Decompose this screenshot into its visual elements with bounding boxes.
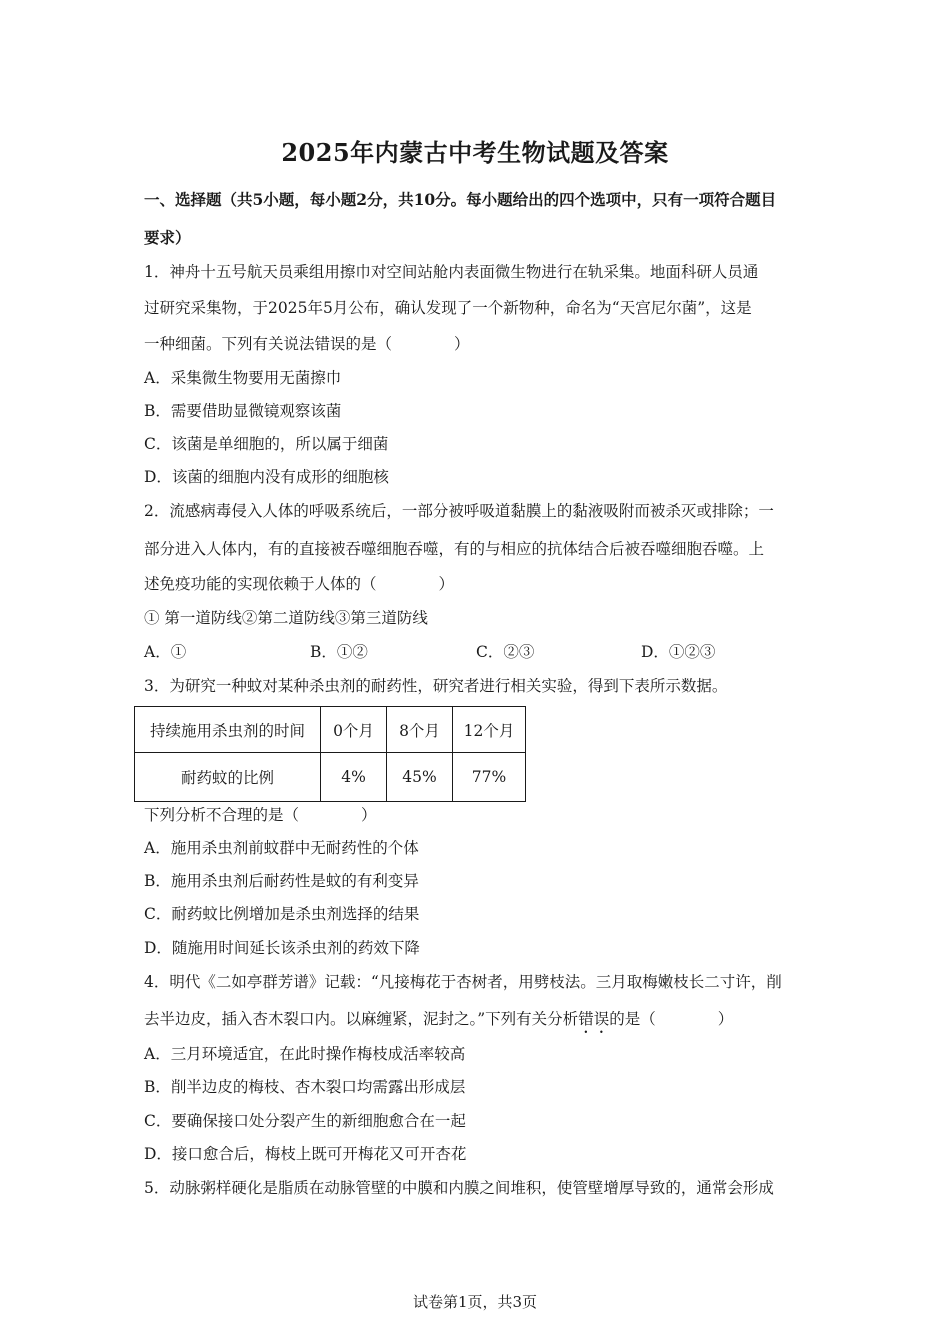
q4-option-c: C．要确保接口处分裂产生的新细胞愈合在一起 <box>144 1112 466 1130</box>
q3-question: 下列分析不合理的是（ ） <box>144 806 377 824</box>
q4-option-a: A．三月环境适宜，在此时操作梅枝成活率较高 <box>144 1045 466 1063</box>
q3-option-d: D．随施用时间延长该杀虫剂的药效下降 <box>144 939 420 957</box>
q4-stem-line2 <box>144 1009 814 1037</box>
q1-option-b: B．需要借助显微镜观察该菌 <box>144 402 342 420</box>
q4-option-d: D．接口愈合后，梅枝上既可开梅花又可开杏花 <box>144 1145 467 1163</box>
table-cell: 45% <box>387 753 453 802</box>
data-table <box>134 706 526 802</box>
q3-option-b: B．施用杀虫剂后耐药性是蚊的有利变异 <box>144 872 419 890</box>
q1-stem-line1: 1．神舟十五号航天员乘组用擦巾对空间站舱内表面微生物进行在轨采集。地面科研人员通 <box>144 263 759 281</box>
q4-stem-line2-post: 的是（ ） <box>609 1010 734 1028</box>
q1-option-c: C．该菌是单细胞的，所以属于细菌 <box>144 435 389 453</box>
q2-stem-line2: 部分进入人体内，有的直接被吞噬细胞吞噬，有的与相应的抗体结合后被吞噬细胞吞噬。上 <box>144 540 765 558</box>
table-header-cell: 0个月 <box>321 707 387 753</box>
table-header-cell: 8个月 <box>387 707 453 753</box>
table-row <box>135 707 526 753</box>
q4-option-b: B．削半边皮的梅枝、杏木裂口均需露出形成层 <box>144 1078 466 1096</box>
q1-stem-line3: 一种细菌。下列有关说法错误的是（ ） <box>144 335 470 353</box>
q2-option-b: B．①② <box>310 643 368 661</box>
q2-option-a: A．① <box>144 643 187 661</box>
q3-option-c: C．耐药蚊比例增加是杀虫剂选择的结果 <box>144 905 420 923</box>
section-heading-line2: 要求） <box>144 228 191 247</box>
section-heading-line1: 一、选择题（共5小题，每小题2分，共10分。每小题给出的四个选项中，只有一项符合题目 <box>144 190 777 209</box>
q4-emphasis-word: 错误 <box>578 1010 610 1028</box>
q2-statement: ① 第一道防线②第二道防线③第三道防线 <box>144 609 428 627</box>
table-header-cell: 持续施用杀虫剂的时间 <box>135 707 321 753</box>
table-cell: 耐药蚊的比例 <box>135 753 321 802</box>
q3-option-a: A．施用杀虫剂前蚊群中无耐药性的个体 <box>144 839 419 857</box>
q1-option-d: D．该菌的细胞内没有成形的细胞核 <box>144 468 389 486</box>
q1-option-a: A．采集微生物要用无菌擦巾 <box>144 369 342 387</box>
q2-option-d: D．①②③ <box>641 643 716 661</box>
page-footer: 试卷第1页，共3页 <box>412 1293 538 1311</box>
q3-stem: 3．为研究一种蚊对某种杀虫剂的耐药性，研究者进行相关实验，得到下表所示数据。 <box>144 677 728 695</box>
q4-stem-line1: 4．明代《二如亭群芳谱》记载：“凡接梅花于杏树者，用劈枝法。三月取梅嫩枝长二寸许，削 <box>144 973 782 991</box>
q2-option-c: C．②③ <box>476 643 535 661</box>
q5-stem-line1: 5．动脉粥样硬化是脂质在动脉管壁的中膜和内膜之间堆积，使管壁增厚导致的，通常会形成 <box>144 1179 774 1197</box>
q1-stem-line2: 过研究采集物，于2025年5月公布，确认发现了一个新物种，命名为“天宫尼尔菌”，这是 <box>144 299 752 317</box>
q2-stem-line3: 述免疫功能的实现依赖于人体的（ ） <box>144 575 455 593</box>
table-cell: 4% <box>321 753 387 802</box>
table-row <box>135 753 526 802</box>
q2-stem-line1: 2．流感病毒侵入人体的呼吸系统后，一部分被呼吸道黏膜上的黏液吸附而被杀灭或排除；一 <box>144 502 774 520</box>
q4-stem-line2-pre: 去半边皮，插入杏木裂口内。以麻缠紧，泥封之。”下列有关分析 <box>144 1010 579 1028</box>
table-cell: 77% <box>453 753 526 802</box>
table-header-cell: 12个月 <box>453 707 526 753</box>
page-title: 2025年内蒙古中考生物试题及答案 <box>281 138 669 167</box>
